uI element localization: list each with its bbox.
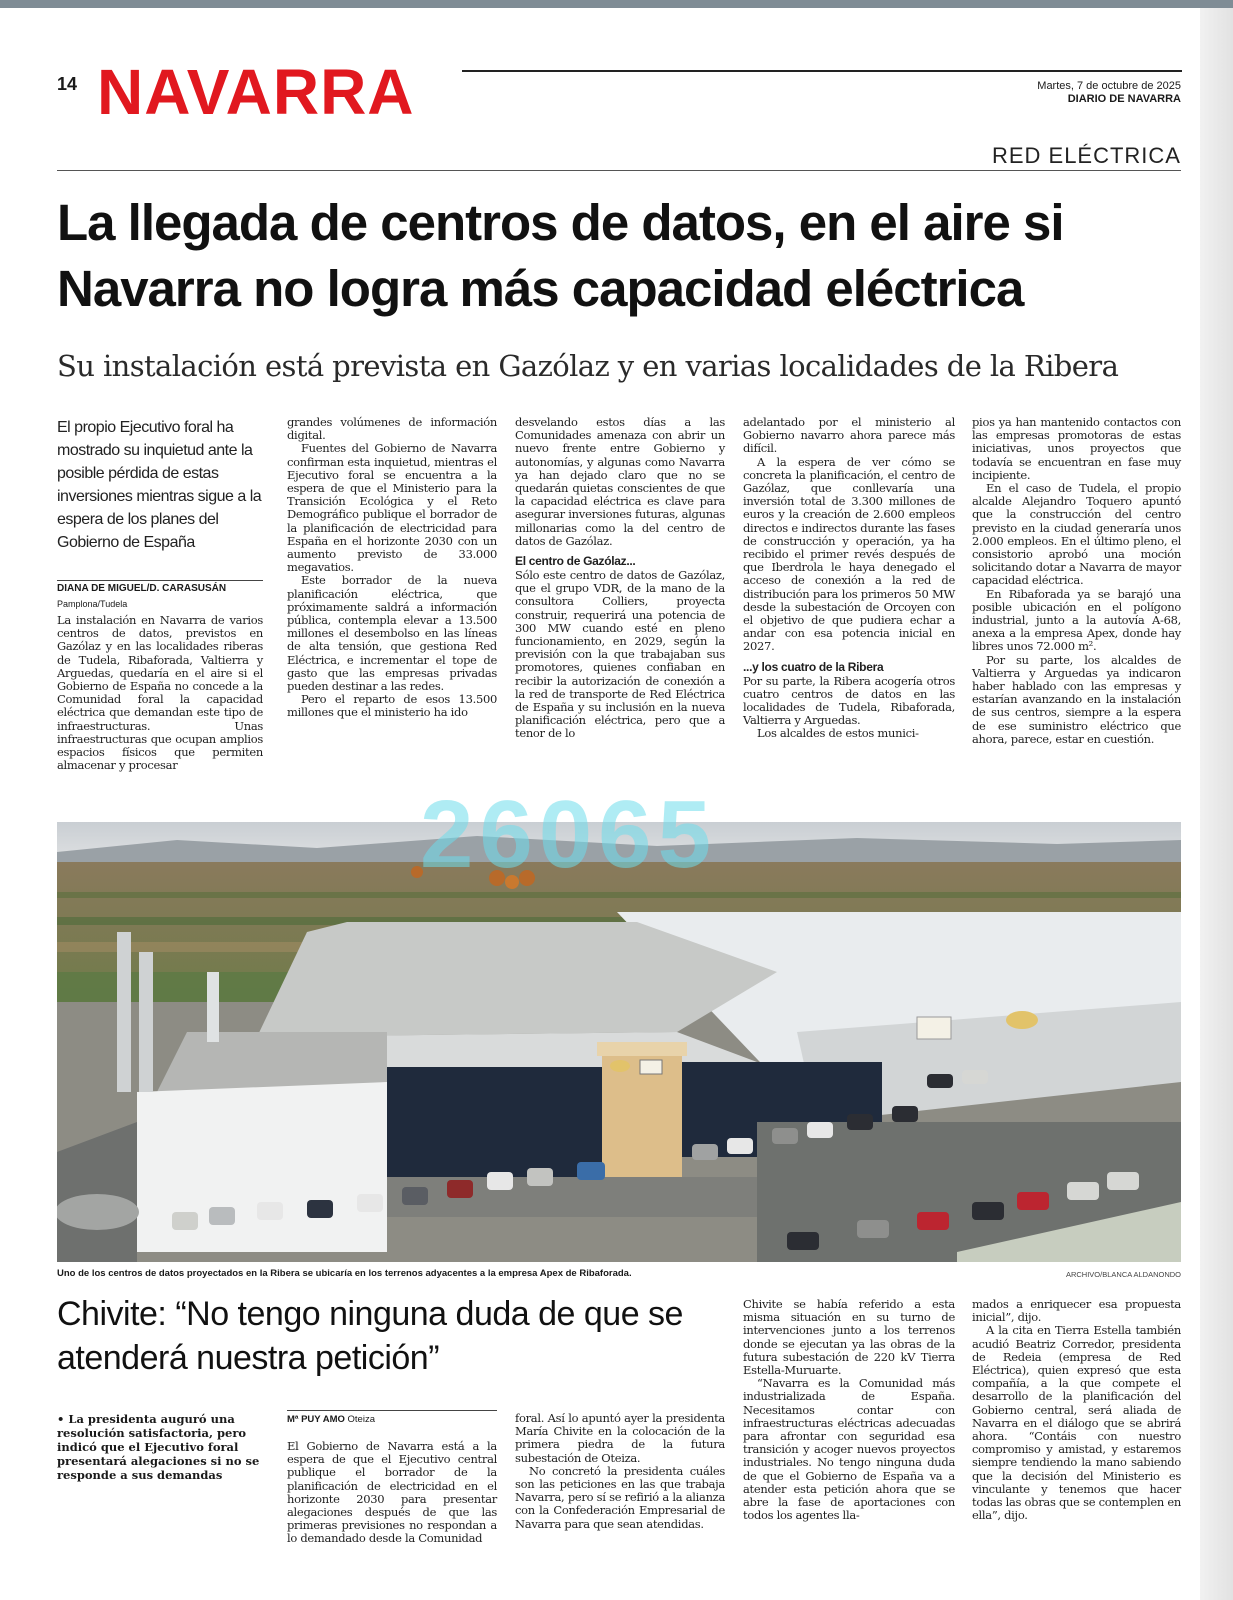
paragraph: mados a enriquecer esa propuesta inicial”, dijo.	[972, 1297, 1181, 1325]
paragraph: A la cita en Tierra Estella también acudió Beatriz Corredor, presidenta de Redeia (empresa de Red Eléctrica), quien expresó que esta compañía, a la que compete el desarrollo de la planificación del Gobierno central, será aliada de Navarra en el diálogo que se abrirá ahora. “Contáis con nuestro compromiso y amistad, y estaremos siempre tendiendo la mano sabiendo que la decisión del Ministerio es vinculante y tenemos que hacer todas las obras que se contemplen en ella”, dijo.	[972, 1323, 1181, 1523]
byline-rule	[57, 580, 263, 581]
paragraph: foral. Así lo apuntó ayer la presidenta María Chivite en la colocación de la primera piedra de la futura subestación de Oteiza.	[515, 1411, 725, 1465]
paragraph: pios ya han mantenido contactos con las empresas promotoras de estas iniciativas, unos proyectos que todavía se encuentran en fase muy incipiente.	[972, 415, 1181, 482]
subheading-ribera: ...y los cuatro de la Ribera	[743, 659, 884, 674]
paragraph: desvelando estos días a las Comunidades amenaza con abrir un nuevo frente entre Gobierno y autonomías, y algunas como Navarra ya han dejado claro que no se quedarán quietas conscientes de que la capacidad eléctrica es clave para asegurar inversiones futuras, algunas millonarias como la del centro de datos de Gazólaz.	[515, 415, 725, 548]
subheadline: Su instalación está prevista en Gazólaz y en varias localidades de la Ribera	[57, 349, 1119, 383]
kicker-rule	[57, 170, 1181, 171]
paragraph: En el caso de Tudela, el propio alcalde Alejandro Toquero apuntó que la construcción del centro previsto en la ciudad generaría unos 2.000 empleos. En el último pleno, el consistorio aprobó una moción solicitando dotar a Navarra de mayor capacidad eléctrica.	[972, 481, 1181, 588]
article-column-3	[515, 416, 725, 741]
paragraph: No concretó la presidenta cuáles son las peticiones en las que trabaja Navarra, pero sí se refirió a la alianza con la Confederación Empresarial de Navarra para que sean atendidas.	[515, 1463, 725, 1531]
paragraph: Por su parte, los alcaldes de Valtierra y Arguedas ya indicaron haber hablado con las empresas y estarían avanzando en la instalación de sus centros, siempre a la espera de ese suministro eléctrico que ahora, parece, estar en cuestión.	[972, 652, 1181, 746]
paragraph: “Navarra es la Comunidad más industrializada de España. Necesitamos contar con infraestructuras eléctricas adecuadas para afrontar con seguridad esa transición y acoger nuevos proyectos industriales. No tengo ninguna duda de que el Gobierno de España va a atender esta petición ahora que se abre la fase de aportaciones con todos los agentes lla-	[743, 1376, 955, 1523]
issue-date: Martes, 7 de octubre de 2025	[1037, 80, 1181, 92]
subheading-gazolaz: El centro de Gazólaz...	[515, 554, 636, 569]
photo-credit: ARCHIVO/BLANCA ALDANONDO	[1065, 1270, 1181, 1279]
article-column-2	[287, 416, 497, 720]
paragraph: Por su parte, la Ribera acogería otros cuatro centros de datos en las localidades de Tudela, Ribaforada, Valtierra y Arguedas.	[743, 673, 955, 728]
second-byline-place: Oteiza	[347, 1414, 375, 1425]
second-column-4	[743, 1298, 955, 1522]
paragraph: Sólo este centro de datos de Gazólaz, que el grupo VDR, de la mano de la consultora Colliers, proyecta construir, requerirá una potencia de 300 MW cuando esté en pleno funcionamiento, en 2029, según la previsión con la que trabajaban sus promotores, quienes confiaban en recibir la autorización de conexión a la red de transporte de Red Eléctrica de España y su inclusión en la nueva planificación eléctrica, pero que a tenor de lo	[515, 568, 725, 741]
glass-facade	[387, 1067, 607, 1177]
intro-summary: El propio Ejecutivo foral ha mostrado su inquietud ante la posible pérdida de estas inversiones mientras sigue a la espera de los planes del Gobierno de España	[57, 419, 262, 551]
paragraph: Fuentes del Gobierno de Navarra confirman esta inquietud, mientras el Ejecutivo foral se encuentra a la espera de que el Ministerio para la Transición Ecológica y el Reto Demográfico publique el borrador de la planificación de electricidad para España en el horizonte 2030 con un aumento previsto de 33.000 megavatios.	[287, 441, 497, 575]
silo	[117, 932, 131, 1092]
paragraph: El Gobierno de Navarra está a la espera de que el Ejecutivo central publique el borrador de la planificación de electricidad en el horizonte 2030 para presentar alegaciones después de que las primeras previsiones no respondan a lo demandado desde la Comunidad	[287, 1439, 497, 1546]
second-byline	[287, 1414, 375, 1425]
byline-authors: DIANA DE MIGUEL/D. CARASUSÁN	[57, 583, 227, 594]
paragraph: adelantado por el ministerio al Gobierno navarro ahora parece más difícil.	[743, 415, 955, 456]
second-column-5	[972, 1298, 1181, 1522]
paragraph: La instalación en Navarra de varios centros de datos, previstos en Gazólaz y en las localidades riberas de Tudela, Ribaforada, Valtierra y Arguedas, quedaría en el aire si el Gobierno de España no concede a la Comunidad foral la capacidad eléctrica que demandan este tipo de infraestructuras. Unas infraestructuras que ocupan amplios espacios físicos que permiten almacenar y procesar	[57, 613, 263, 773]
second-summary: • La presidenta auguró una resolución satisfactoria, pero indicó que el Ejecutivo foral presentará alegaciones si no se responde a sus demandas	[57, 1412, 267, 1482]
paragraph: Pero el reparto de esos 13.500 millones que el ministerio ha ido	[287, 692, 497, 720]
page-shadow	[1200, 8, 1233, 1600]
section-title: NAVARRA	[97, 56, 415, 128]
second-column-3	[515, 1412, 725, 1531]
paragraph: grandes volúmenes de información digital.	[287, 415, 497, 443]
headline: La llegada de centros de datos, en el aire si Navarra no logra más capacidad eléctrica	[57, 194, 1064, 317]
watermark: 26065	[420, 781, 717, 888]
second-headline: Chivite: “No tengo ninguna duda de que se atenderá nuestra petición”	[57, 1295, 683, 1377]
dateline	[1037, 80, 1181, 106]
second-byline-author: Mª PUY AMO	[287, 1414, 345, 1425]
article-column-1	[57, 614, 263, 772]
header-rule	[462, 70, 1182, 72]
byline-rule	[287, 1410, 497, 1411]
browser-top-bar	[0, 0, 1233, 8]
article-column-4	[743, 416, 955, 741]
page-number: 14	[57, 74, 78, 94]
publication-name: DIARIO DE NAVARRA	[1067, 93, 1181, 105]
warehouse-left-roof	[157, 1032, 387, 1092]
kicker: RED ELÉCTRICA	[991, 143, 1181, 168]
byline-place: Pamplona/Tudela	[57, 599, 128, 609]
paragraph: Este borrador de la nueva planificación eléctrica, que próximamente saldrá a información pública, contempla elevar a 13.500 millones el desembolso en las líneas de alta tensión, que gestiona Red Eléctrica, e incrementar el tope de gasto que las empresas privadas pueden destinar a las redes.	[287, 573, 497, 694]
paragraph: Los alcaldes de estos munici-	[757, 726, 919, 741]
article-column-5	[972, 416, 1181, 746]
paragraph: A la espera de ver cómo se concreta la planificación, el centro de Gazólaz, que conllevaría una inversión total de 3.300 millones de euros y la creación de 2.600 empleos directos e indirectos durante las fases de construcción y operación, ya ha recibido el primer revés después de que Iberdrola le haya denegado el acceso de conexión a la red de distribución para los primeros 50 MW desde la subestación de Orcoyen con el objetivo de que pudiera echar a andar con esa potencia inicial en 2027.	[743, 454, 955, 654]
second-column-2	[287, 1440, 497, 1546]
paragraph: En Ribaforada ya se barajó una posible ubicación en el polígono industrial, junto a la autovía A-68, anexa a la empresa Apex, donde hay libres unos 72.000 m².	[972, 586, 1181, 654]
photo-caption: Uno de los centros de datos proyectados en la Ribera se ubicaría en los terrenos adyacentes a la empresa Apex de Ribaforada.	[57, 1268, 632, 1279]
paragraph: Chivite se había referido a esta misma situación en su turno de intervenciones junto a los terrenos donde se ejecutan ya las obras de la futura subestación de 220 kV Tierra Estella-Muruarte.	[743, 1297, 955, 1378]
